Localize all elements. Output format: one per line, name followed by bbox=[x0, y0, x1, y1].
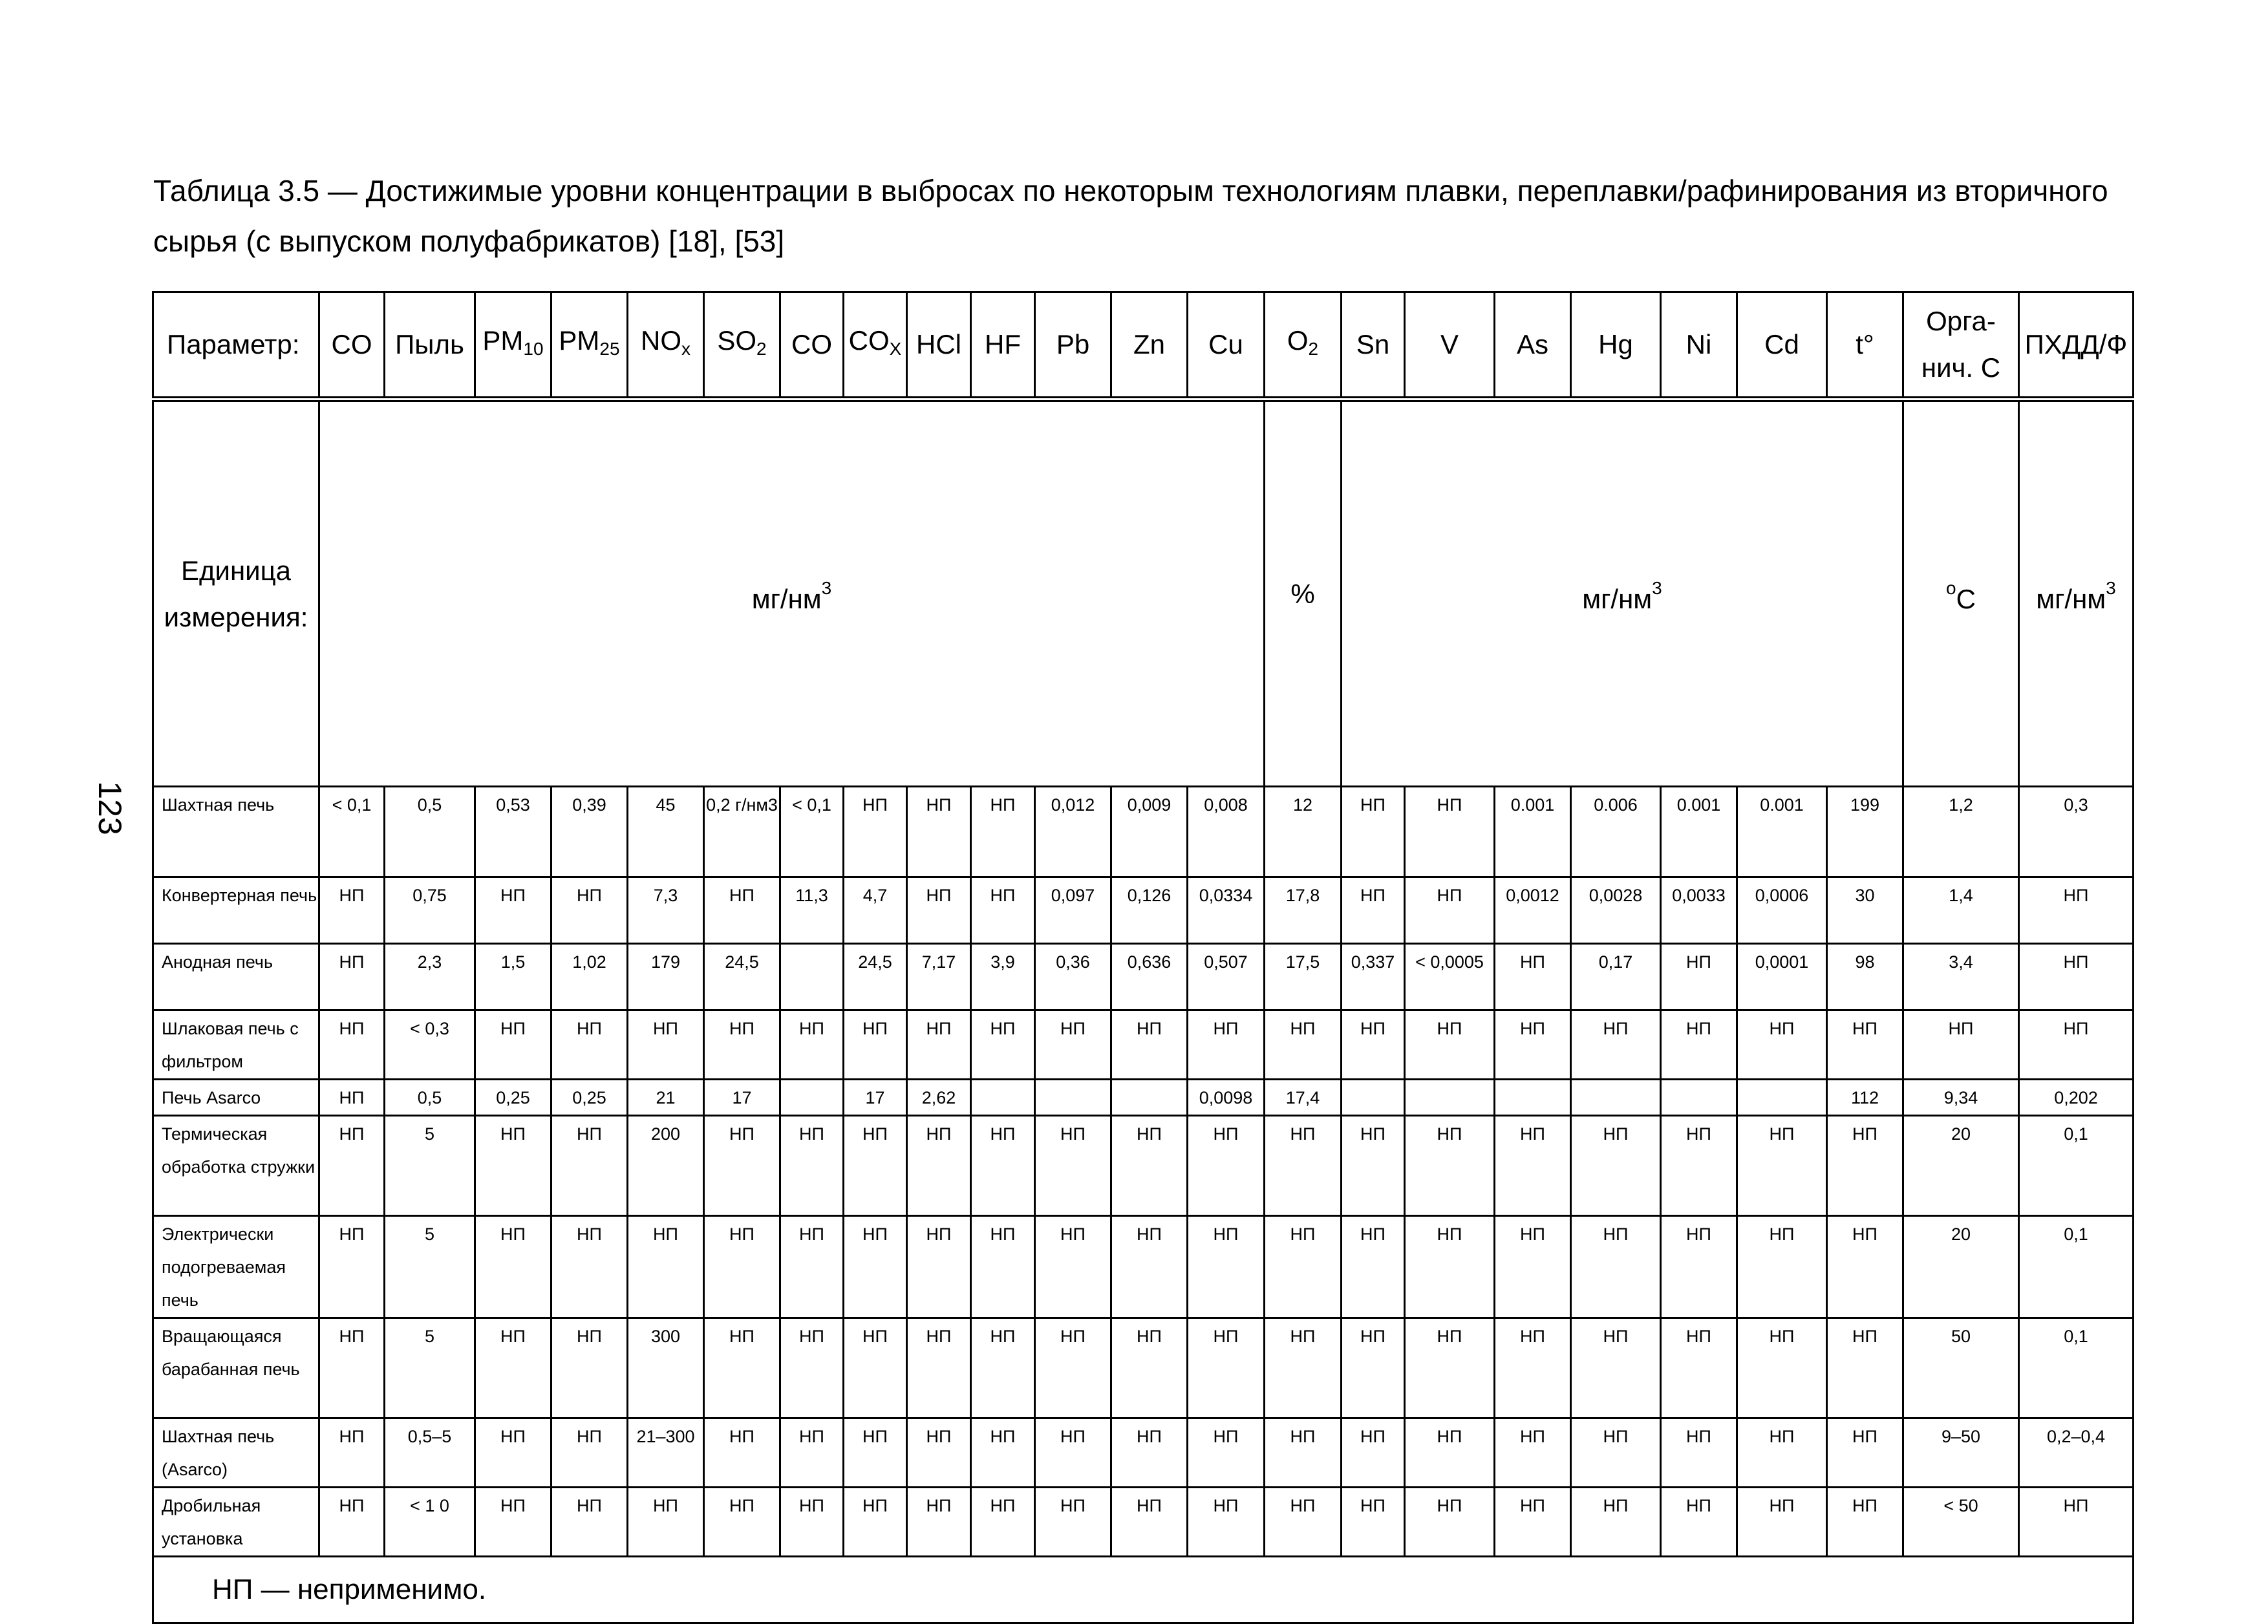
row-label: Анодная печь bbox=[153, 944, 319, 1010]
table-cell: НП bbox=[1111, 1116, 1188, 1216]
table-cell: < 0,1 bbox=[319, 787, 385, 877]
table-cell: 5 bbox=[385, 1116, 475, 1216]
header-param: Параметр: bbox=[153, 292, 319, 400]
table-cell: НП bbox=[1035, 1488, 1111, 1557]
table-cell: 0,008 bbox=[1188, 787, 1265, 877]
table-cell: НП bbox=[971, 1418, 1035, 1488]
table-cell: 0,3 bbox=[2019, 787, 2134, 877]
table-cell: НП bbox=[1342, 787, 1405, 877]
table-cell: НП bbox=[907, 1216, 971, 1318]
row-label: Конвертерная печь bbox=[153, 877, 319, 944]
table-cell: НП bbox=[1495, 944, 1571, 1010]
table-cell: 17 bbox=[844, 1080, 907, 1116]
header-co: CO bbox=[319, 292, 385, 400]
table-cell: НП bbox=[704, 1010, 780, 1080]
table-cell: 4,7 bbox=[844, 877, 907, 944]
table-cell: НП bbox=[780, 1418, 844, 1488]
table-cell: НП bbox=[1405, 787, 1495, 877]
row-label: Печь Asarco bbox=[153, 1080, 319, 1116]
table-cell: НП bbox=[844, 787, 907, 877]
header-ni: Ni bbox=[1661, 292, 1737, 400]
table-cell: НП bbox=[971, 1010, 1035, 1080]
table-cell: НП bbox=[1111, 1318, 1188, 1418]
table-cell: НП bbox=[628, 1488, 704, 1557]
emissions-table bbox=[152, 291, 2134, 1624]
table-cell: НП bbox=[780, 1010, 844, 1080]
table-cell: 0,1 bbox=[2019, 1216, 2134, 1318]
table-cell: 0,2 г/нм3 bbox=[704, 787, 780, 877]
table-cell bbox=[780, 1080, 844, 1116]
table-cell: НП bbox=[971, 787, 1035, 877]
table-cell: НП bbox=[1405, 1010, 1495, 1080]
units-percent: % bbox=[1265, 400, 1342, 787]
table-cell: НП bbox=[2019, 877, 2134, 944]
table-cell: НП bbox=[1903, 1010, 2019, 1080]
table-cell: НП bbox=[319, 1080, 385, 1116]
table-cell: 30 bbox=[1827, 877, 1903, 944]
header-pm25: $PM_{25}$ bbox=[551, 292, 628, 400]
table-cell: 0,0001 bbox=[1737, 944, 1827, 1010]
table-cell: 17,4 bbox=[1265, 1080, 1342, 1116]
table-cell: НП bbox=[1405, 1216, 1495, 1318]
table-row bbox=[153, 1488, 2134, 1557]
table-cell: НП bbox=[1495, 1116, 1571, 1216]
header-cu: Cu bbox=[1188, 292, 1265, 400]
table-cell: НП bbox=[1571, 1318, 1661, 1418]
table-cell: 200 bbox=[628, 1116, 704, 1216]
table-cell: НП bbox=[1405, 1488, 1495, 1557]
table-cell bbox=[780, 944, 844, 1010]
table-cell: 12 bbox=[1265, 787, 1342, 877]
table-cell: НП bbox=[1342, 1418, 1405, 1488]
table-cell: 17,8 bbox=[1265, 877, 1342, 944]
table-cell: НП bbox=[1188, 1318, 1265, 1418]
header-cd: Cd bbox=[1737, 292, 1827, 400]
table-row bbox=[153, 1216, 2134, 1318]
table-cell bbox=[1342, 1080, 1405, 1116]
page-number: 123 bbox=[92, 781, 128, 835]
table-cell: 17 bbox=[704, 1080, 780, 1116]
units-mg-nm3-3: $мг/нм^3$ bbox=[2019, 400, 2134, 787]
table-cell bbox=[971, 1080, 1035, 1116]
table-cell bbox=[1737, 1080, 1827, 1116]
table-cell: 0,0012 bbox=[1495, 877, 1571, 944]
table-cell: НП bbox=[1661, 1010, 1737, 1080]
table-row bbox=[153, 1318, 2134, 1418]
header-hg: Hg bbox=[1571, 292, 1661, 400]
table-cell: 0,012 bbox=[1035, 787, 1111, 877]
table-cell: НП bbox=[1827, 1116, 1903, 1216]
table-cell: НП bbox=[1265, 1010, 1342, 1080]
table-cell: НП bbox=[844, 1318, 907, 1418]
table-cell: НП bbox=[1265, 1216, 1342, 1318]
table-cell: НП bbox=[2019, 1488, 2134, 1557]
table-cell: 0,202 bbox=[2019, 1080, 2134, 1116]
table-cell: НП bbox=[2019, 944, 2134, 1010]
units-label: Единица измерения: bbox=[153, 400, 319, 787]
table-cell: 21 bbox=[628, 1080, 704, 1116]
table-cell: 0,5 bbox=[385, 787, 475, 877]
table-cell: НП bbox=[971, 877, 1035, 944]
table-cell: 1,4 bbox=[1903, 877, 2019, 944]
caption-line-2: сырья (с выпуском полуфабрикатов) [18], [53] bbox=[153, 224, 785, 258]
table-cell: НП bbox=[1661, 1116, 1737, 1216]
header-row bbox=[153, 292, 2134, 400]
table-row bbox=[153, 1116, 2134, 1216]
table-cell: НП bbox=[780, 1116, 844, 1216]
table-cell: НП bbox=[2019, 1010, 2134, 1080]
table-cell: 0,0334 bbox=[1188, 877, 1265, 944]
table-cell: 0,0033 bbox=[1661, 877, 1737, 944]
table-cell: НП bbox=[1737, 1488, 1827, 1557]
row-label: Шахтная печь (Asarco) bbox=[153, 1418, 319, 1488]
row-label: Термическая обработка стружки bbox=[153, 1116, 319, 1216]
table-cell: 20 bbox=[1903, 1116, 2019, 1216]
table-cell: НП bbox=[1661, 1216, 1737, 1318]
table-cell: НП bbox=[1737, 1216, 1827, 1318]
header-nox: $NO_x$ bbox=[628, 292, 704, 400]
table-cell: НП bbox=[628, 1010, 704, 1080]
table-cell: НП bbox=[780, 1318, 844, 1418]
table-cell: НП bbox=[1342, 1116, 1405, 1216]
table-cell: НП bbox=[1827, 1418, 1903, 1488]
table-cell: НП bbox=[1571, 1116, 1661, 1216]
table-cell: НП bbox=[551, 1318, 628, 1418]
table-cell: 0,39 bbox=[551, 787, 628, 877]
table-cell: НП bbox=[319, 1318, 385, 1418]
table-cell: НП bbox=[319, 877, 385, 944]
table-cell: НП bbox=[551, 1488, 628, 1557]
table-cell: 20 bbox=[1903, 1216, 2019, 1318]
table-cell: НП bbox=[1111, 1418, 1188, 1488]
table-cell: НП bbox=[971, 1116, 1035, 1216]
table-row bbox=[153, 787, 2134, 877]
table-cell: НП bbox=[704, 1116, 780, 1216]
table-cell: 0,009 bbox=[1111, 787, 1188, 877]
table-caption bbox=[153, 166, 2132, 266]
table-cell: НП bbox=[1035, 1216, 1111, 1318]
table-cell: НП bbox=[1035, 1116, 1111, 1216]
table-cell: НП bbox=[1342, 877, 1405, 944]
row-label: Вращающаяся барабанная печь bbox=[153, 1318, 319, 1418]
table-cell: НП bbox=[475, 1318, 551, 1418]
table-cell: НП bbox=[1188, 1116, 1265, 1216]
table-cell: 0,5–5 bbox=[385, 1418, 475, 1488]
table-cell: НП bbox=[780, 1216, 844, 1318]
table-cell: НП bbox=[551, 1010, 628, 1080]
table-cell: НП bbox=[1661, 1488, 1737, 1557]
table-cell: 0,126 bbox=[1111, 877, 1188, 944]
table-cell: 11,3 bbox=[780, 877, 844, 944]
table-cell: 1,02 bbox=[551, 944, 628, 1010]
table-cell: НП bbox=[1188, 1216, 1265, 1318]
table-cell: НП bbox=[971, 1318, 1035, 1418]
table-cell: НП bbox=[844, 1488, 907, 1557]
row-label: Шлаковая печь с фильтром bbox=[153, 1010, 319, 1080]
header-cox: $CO_X$ bbox=[844, 292, 907, 400]
table-cell: < 1 0 bbox=[385, 1488, 475, 1557]
header-dust: Пыль bbox=[385, 292, 475, 400]
table-cell: НП bbox=[1571, 1010, 1661, 1080]
table-cell: НП bbox=[1495, 1216, 1571, 1318]
table-cell bbox=[1661, 1080, 1737, 1116]
table-cell: 0,1 bbox=[2019, 1318, 2134, 1418]
table-cell: НП bbox=[1661, 1318, 1737, 1418]
table-cell: 0.006 bbox=[1571, 787, 1661, 877]
header-sn: Sn bbox=[1342, 292, 1405, 400]
table-cell: НП bbox=[475, 1418, 551, 1488]
table-cell: НП bbox=[628, 1216, 704, 1318]
table-cell: НП bbox=[1827, 1010, 1903, 1080]
table-cell: НП bbox=[1035, 1318, 1111, 1418]
table-cell: НП bbox=[1571, 1488, 1661, 1557]
table-cell: НП bbox=[475, 877, 551, 944]
table-cell: 0,337 bbox=[1342, 944, 1405, 1010]
table-cell: 0,097 bbox=[1035, 877, 1111, 944]
table-cell: НП bbox=[551, 877, 628, 944]
table-cell: 9,34 bbox=[1903, 1080, 2019, 1116]
header-zn: Zn bbox=[1111, 292, 1188, 400]
table-cell: < 0,0005 bbox=[1405, 944, 1495, 1010]
table-cell: НП bbox=[1188, 1418, 1265, 1488]
table-cell: НП bbox=[1111, 1488, 1188, 1557]
table-cell: НП bbox=[319, 1116, 385, 1216]
table-cell: НП bbox=[1035, 1010, 1111, 1080]
table-cell: НП bbox=[1495, 1010, 1571, 1080]
table-cell bbox=[1405, 1080, 1495, 1116]
header-pm10: $PM_{10}$ bbox=[475, 292, 551, 400]
table-cell: 0,636 bbox=[1111, 944, 1188, 1010]
units-row bbox=[153, 400, 2134, 787]
table-cell: НП bbox=[319, 1216, 385, 1318]
table-cell: НП bbox=[1342, 1216, 1405, 1318]
table-row bbox=[153, 944, 2134, 1010]
table-cell bbox=[1111, 1080, 1188, 1116]
table-cell: 0,36 bbox=[1035, 944, 1111, 1010]
table-cell: 45 bbox=[628, 787, 704, 877]
table-cell: 24,5 bbox=[844, 944, 907, 1010]
table-cell: 2,3 bbox=[385, 944, 475, 1010]
table-row bbox=[153, 1010, 2134, 1080]
table-cell: НП bbox=[1342, 1010, 1405, 1080]
table-cell: НП bbox=[319, 1418, 385, 1488]
table-cell bbox=[1571, 1080, 1661, 1116]
header-t: t° bbox=[1827, 292, 1903, 400]
row-label: Дробильная установка bbox=[153, 1488, 319, 1557]
table-cell: НП bbox=[1827, 1488, 1903, 1557]
table-cell: НП bbox=[1495, 1318, 1571, 1418]
table-cell: 0,5 bbox=[385, 1080, 475, 1116]
header-pcdd: ПХДД/Ф bbox=[2019, 292, 2134, 400]
table-cell: НП bbox=[844, 1216, 907, 1318]
table-cell: НП bbox=[1827, 1318, 1903, 1418]
table-cell: 0.001 bbox=[1661, 787, 1737, 877]
table-cell: НП bbox=[1111, 1010, 1188, 1080]
row-label: Электрически подогреваемая печь bbox=[153, 1216, 319, 1318]
table-cell: НП bbox=[844, 1418, 907, 1488]
table-cell: НП bbox=[1661, 1418, 1737, 1488]
table-cell: 21–300 bbox=[628, 1418, 704, 1488]
table-cell: 5 bbox=[385, 1216, 475, 1318]
table-cell: 112 bbox=[1827, 1080, 1903, 1116]
table-cell: 179 bbox=[628, 944, 704, 1010]
table-row bbox=[153, 1080, 2134, 1116]
table-cell: 3,9 bbox=[971, 944, 1035, 1010]
table-row bbox=[153, 1418, 2134, 1488]
table-cell: НП bbox=[1265, 1418, 1342, 1488]
table-cell: НП bbox=[319, 1488, 385, 1557]
table-cell: НП bbox=[1737, 1116, 1827, 1216]
table-cell: НП bbox=[907, 1418, 971, 1488]
header-as: As bbox=[1495, 292, 1571, 400]
footnote-row bbox=[153, 1557, 2134, 1623]
table-cell: НП bbox=[1265, 1116, 1342, 1216]
table-cell: НП bbox=[907, 787, 971, 877]
table-cell bbox=[1035, 1080, 1111, 1116]
table-cell: НП bbox=[1265, 1488, 1342, 1557]
table-cell: НП bbox=[907, 1488, 971, 1557]
table-cell: НП bbox=[971, 1488, 1035, 1557]
header-hcl: HCl bbox=[907, 292, 971, 400]
table-cell: НП bbox=[319, 1010, 385, 1080]
table-cell: НП bbox=[475, 1488, 551, 1557]
header-v: V bbox=[1405, 292, 1495, 400]
table-cell: НП bbox=[704, 1216, 780, 1318]
table-cell: НП bbox=[907, 877, 971, 944]
table-cell: 0,25 bbox=[475, 1080, 551, 1116]
footnote: НП — неприменимо. bbox=[153, 1557, 2134, 1623]
table-cell: НП bbox=[907, 1318, 971, 1418]
table-cell: 3,4 bbox=[1903, 944, 2019, 1010]
table-cell: НП bbox=[1342, 1318, 1405, 1418]
table-cell: НП bbox=[1035, 1418, 1111, 1488]
table-cell: 0,507 bbox=[1188, 944, 1265, 1010]
table-cell: НП bbox=[319, 944, 385, 1010]
table-cell: НП bbox=[1188, 1488, 1265, 1557]
table-cell: 0,1 bbox=[2019, 1116, 2134, 1216]
header-hf: HF bbox=[971, 292, 1035, 400]
table-cell: НП bbox=[551, 1216, 628, 1318]
table-cell: 7,17 bbox=[907, 944, 971, 1010]
table-cell: НП bbox=[1405, 1116, 1495, 1216]
table-cell: НП bbox=[1737, 1010, 1827, 1080]
units-mg-nm3: $мг/нм^3$ bbox=[319, 400, 1265, 787]
table-cell: НП bbox=[1571, 1418, 1661, 1488]
table-cell: 0,75 bbox=[385, 877, 475, 944]
table-cell: 17,5 bbox=[1265, 944, 1342, 1010]
table-cell: 0,0028 bbox=[1571, 877, 1661, 944]
table-cell: НП bbox=[971, 1216, 1035, 1318]
table-cell: НП bbox=[1661, 944, 1737, 1010]
table-cell: НП bbox=[1405, 1318, 1495, 1418]
table-cell: НП bbox=[844, 1010, 907, 1080]
table-cell: НП bbox=[1342, 1488, 1405, 1557]
table-cell: 98 bbox=[1827, 944, 1903, 1010]
units-celsius: $^o$C bbox=[1903, 400, 2019, 787]
table-cell: НП bbox=[475, 1216, 551, 1318]
table-cell: 199 bbox=[1827, 787, 1903, 877]
table-cell: НП bbox=[1405, 877, 1495, 944]
table-cell: НП bbox=[1265, 1318, 1342, 1418]
table-cell: НП bbox=[475, 1010, 551, 1080]
header-co-2: CO bbox=[780, 292, 844, 400]
table-cell: < 0,1 bbox=[780, 787, 844, 877]
row-label: Шахтная печь bbox=[153, 787, 319, 877]
units-mg-nm3-2: $мг/нм^3$ bbox=[1342, 400, 1903, 787]
table-cell: 0.001 bbox=[1737, 787, 1827, 877]
table-cell: НП bbox=[1827, 1216, 1903, 1318]
table-cell: НП bbox=[907, 1116, 971, 1216]
table-cell: 0,25 bbox=[551, 1080, 628, 1116]
table-cell: 0.001 bbox=[1495, 787, 1571, 877]
header-organic-c: Орга- нич. С bbox=[1903, 292, 2019, 400]
table-cell: 5 bbox=[385, 1318, 475, 1418]
table-cell: НП bbox=[1111, 1216, 1188, 1318]
header-pb: Pb bbox=[1035, 292, 1111, 400]
table-cell: 0,0098 bbox=[1188, 1080, 1265, 1116]
header-o2: $O_2$ bbox=[1265, 292, 1342, 400]
table-cell: НП bbox=[1737, 1318, 1827, 1418]
table-cell: 0,0006 bbox=[1737, 877, 1827, 944]
table-cell: < 50 bbox=[1903, 1488, 2019, 1557]
table-cell: НП bbox=[1495, 1418, 1571, 1488]
table-cell: 1,2 bbox=[1903, 787, 2019, 877]
table-cell: НП bbox=[704, 877, 780, 944]
table-cell: 7,3 bbox=[628, 877, 704, 944]
table-cell: 24,5 bbox=[704, 944, 780, 1010]
caption-line-1: Таблица 3.5 — Достижимые уровни концентрации в выбросах по некоторым технологиям плавки, переплавки/рафинирования из вторичного bbox=[153, 174, 2108, 208]
table-cell: НП bbox=[704, 1418, 780, 1488]
table-cell: НП bbox=[907, 1010, 971, 1080]
table-row bbox=[153, 877, 2134, 944]
table-cell: НП bbox=[475, 1116, 551, 1216]
table-cell: 9–50 bbox=[1903, 1418, 2019, 1488]
table-cell: НП bbox=[551, 1418, 628, 1488]
table-cell: 1,5 bbox=[475, 944, 551, 1010]
table-cell: 50 bbox=[1903, 1318, 2019, 1418]
header-so2: $SO_2$ bbox=[704, 292, 780, 400]
table-cell: 0,53 bbox=[475, 787, 551, 877]
table-cell: 0,17 bbox=[1571, 944, 1661, 1010]
table-cell: НП bbox=[1571, 1216, 1661, 1318]
table-cell bbox=[1495, 1080, 1571, 1116]
table-cell: НП bbox=[844, 1116, 907, 1216]
table-cell: НП bbox=[780, 1488, 844, 1557]
table-cell: 300 bbox=[628, 1318, 704, 1418]
table-cell: 0,2–0,4 bbox=[2019, 1418, 2134, 1488]
table-cell: НП bbox=[704, 1318, 780, 1418]
table-cell: НП bbox=[1737, 1418, 1827, 1488]
table-cell: НП bbox=[704, 1488, 780, 1557]
table-cell: НП bbox=[1495, 1488, 1571, 1557]
table-cell: 2,62 bbox=[907, 1080, 971, 1116]
table-cell: < 0,3 bbox=[385, 1010, 475, 1080]
table-cell: НП bbox=[1405, 1418, 1495, 1488]
table-cell: НП bbox=[1188, 1010, 1265, 1080]
table-cell: НП bbox=[551, 1116, 628, 1216]
